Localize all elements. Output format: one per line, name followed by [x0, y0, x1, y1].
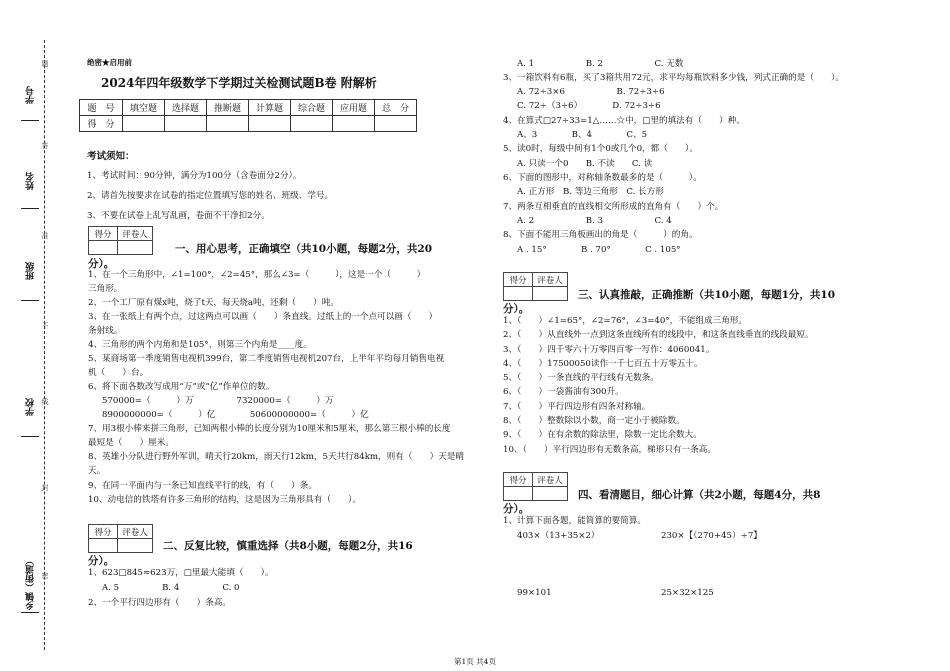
class-field[interactable]: [21, 300, 39, 301]
question-line: 4、在算式□27÷33=1△……☆中，□里的填法有（ ）种。: [503, 116, 745, 126]
binding-hint: 准: [41, 232, 49, 239]
score-table-header: 选择题: [165, 100, 207, 116]
question-line: A、3 B、4 C、5: [517, 130, 648, 140]
township-field[interactable]: [21, 612, 39, 613]
calc-intro: 1、计算下面各题，能简算的要简算。: [503, 516, 646, 526]
question-line: A. 2 B. 3 C. 4: [517, 216, 672, 226]
question-line: 1、在一个三角形中，∠1=100°，∠2=45°，那么∠3=（ ），这是一个（ ）: [88, 270, 426, 280]
grader-score-cell[interactable]: [89, 539, 118, 553]
score-table-header: 总 分: [375, 100, 417, 116]
question-line: 8、下面不能用三角板画出的角是（ ）的角。: [503, 230, 698, 240]
question-line: 最短是（ ）厘米。: [88, 438, 174, 448]
question-line: 机（ ）台。: [88, 368, 149, 378]
page-number: 第1页 共4页: [454, 657, 496, 666]
grader-score-label: 得分: [504, 273, 533, 287]
school-field[interactable]: [21, 436, 39, 437]
grader-score-cell[interactable]: [504, 487, 533, 501]
score-table: [79, 99, 417, 132]
grader-reviewer-cell[interactable]: [118, 241, 153, 255]
section2-title: 二、反复比较，慎重选择（共8小题，每题2分，共16: [163, 540, 413, 552]
grader-reviewer-label: 评卷人: [118, 525, 153, 539]
question-line: 三角形。: [88, 284, 123, 294]
question-line: 8、英雄小分队进行野外军训，晴天行20km，雨天行12km，5天共行84km，则有（ ）天是晴: [88, 452, 464, 462]
score-table-score-row: [80, 116, 417, 132]
question-line: A. 72÷3×6 B. 72÷3÷6: [517, 87, 665, 97]
question-line: 2、一个工厂原有煤x吨，烧了t天，每天烧a吨，还剩（ ）吨。: [88, 298, 339, 308]
score-cell[interactable]: [291, 116, 333, 132]
question-line: 5、读0时，每级中间有1个0或几个0，都（ ）。: [503, 144, 698, 154]
score-table-header: 题 号: [80, 100, 123, 116]
class-label: 班级: [26, 262, 36, 280]
question-line: 5、某商场第一季度销售电视机399台，第二季度销售电视机207台，上半年平均每月销售电视: [88, 354, 445, 364]
question-line: A. 只读一个0 B. 不读 C. 读: [517, 159, 653, 169]
question-line: 4、（ ）17500050读作一千七百五十万零五十。: [503, 359, 703, 369]
township-label: 乡镇（街道）: [26, 556, 36, 610]
score-row-label: 得 分: [80, 116, 123, 132]
score-table-header: 填空题: [123, 100, 165, 116]
student-id-label: 学号: [26, 86, 36, 104]
binding-hint: 线: [41, 398, 49, 405]
grader-reviewer-label: 评卷人: [118, 227, 153, 241]
name-label: 姓名: [26, 172, 36, 190]
calc-expression: 25×32×125: [661, 588, 714, 598]
grader-reviewer-cell[interactable]: [533, 287, 568, 301]
grader-box: [503, 472, 568, 501]
score-cell[interactable]: [249, 116, 291, 132]
score-table-header-row: [80, 100, 417, 116]
score-table-header: 推断题: [207, 100, 249, 116]
question-line: 2、（ ）从直线外一点到这条直线所有的线段中，和这条直线垂直的线段最短。: [503, 330, 814, 340]
calc-expression: 230×【（270+45）÷7】: [661, 531, 762, 541]
question-line: 6、（ ）一袋酱油有300升。: [503, 387, 624, 397]
question-line: 10、动电信的铁塔有许多三角形的结构，这是因为三角形具有（ ）。: [88, 495, 362, 505]
question-line: 8900000000=（ ）亿 50600000000=（ ）亿: [102, 410, 369, 420]
score-cell[interactable]: [375, 116, 417, 132]
section2-title-cont: 分）。: [88, 555, 115, 567]
student-id-field[interactable]: [21, 120, 39, 121]
notice-item: 3、不要在试卷上乱写乱画，卷面不干净扣2分。: [87, 211, 270, 221]
question-line: 3、在一张纸上有两个点，过这两点可以画（ ）条直线。过纸上的一个点可以画（ ）: [88, 312, 438, 322]
grader-box: [88, 226, 153, 255]
section4-title-cont: 分）。: [503, 503, 530, 515]
calc-expression: 403×（13+35×2）: [517, 531, 600, 541]
question-line: 3、一箱饮料有6瓶，买了3箱共用72元，求平均每瓶饮料多少钱，列式正确的是（ ）。: [503, 73, 845, 83]
question-line: C. 72÷（3÷6） D. 72÷3÷6: [517, 101, 661, 111]
score-table-header: 计算题: [249, 100, 291, 116]
grader-score-label: 得分: [89, 227, 118, 241]
binding-hint: 密: [41, 572, 49, 579]
notice-item: 2、请首先按要求在试卷的指定位置填写您的姓名、班级、学号。: [87, 191, 334, 201]
calc-expression: 99×101: [517, 588, 552, 598]
binding-dashed-line: [44, 40, 45, 650]
question-line: 7、用3根小棒来拼三角形，已知两根小棒的长度分别为10厘米和5厘米，那么第三根小棒的长度: [88, 424, 451, 434]
secret-mark: 绝密★启用前: [87, 58, 132, 67]
grader-reviewer-cell[interactable]: [533, 487, 568, 501]
name-field[interactable]: [21, 208, 39, 209]
question-line: A . 15° B . 70° C . 105°: [517, 245, 681, 255]
score-table-header: 应用题: [333, 100, 375, 116]
question-line: 7、（ ）平行四边形有四条对称轴。: [503, 402, 651, 412]
score-cell[interactable]: [165, 116, 207, 132]
grader-reviewer-cell[interactable]: [118, 539, 153, 553]
score-table-header: 综合题: [291, 100, 333, 116]
section1-title: 一、用心思考，正确填空（共10小题，每题2分，共20: [175, 243, 433, 255]
school-label: 学校: [26, 398, 36, 416]
question-line: 10、（ ）平行四边形有无数条高，梯形只有一条高。: [503, 445, 716, 455]
notice-title: 考试须知：: [87, 151, 135, 162]
section1-title-cont: 分）。: [88, 258, 115, 270]
question-line: 3、（ ）四千零六十万零四百零一写作：4060041。: [503, 345, 715, 355]
grader-score-label: 得分: [504, 473, 533, 487]
question-line: 4、三角形的两个内角和是105°，则第三个内角是____度。: [88, 340, 312, 350]
question-line: 570000=（ ）万 7320000=（ ）万: [102, 396, 334, 406]
grader-box: [503, 272, 568, 301]
score-cell[interactable]: [333, 116, 375, 132]
grader-box: [88, 524, 153, 553]
exam-title: 2024年四年级数学下学期过关检测试题B卷 附解析: [101, 76, 377, 90]
binding-hint: 题: [41, 60, 49, 67]
question-line: 天。: [88, 466, 106, 476]
question-line: A. 正方形 B. 等边三角形 C. 长方形: [517, 187, 664, 197]
question-line: 7、两条互相垂直的直线相交所形成的直角有（ ）个。: [503, 202, 724, 212]
section3-title-cont: 分）。: [503, 303, 530, 315]
section3-title: 三、认真推敲，正确推断（共10小题，每题1分，共10: [578, 289, 836, 301]
question-line: 5、（ ）一条直线的平行线有无数条。: [503, 373, 659, 383]
score-cell[interactable]: [207, 116, 249, 132]
grader-reviewer-label: 评卷人: [533, 273, 568, 287]
question-line: 条射线。: [88, 326, 123, 336]
question-line: 1、（ ）∠1=65°，∠2=76°，∠3=40°，不能组成三角形。: [503, 316, 747, 326]
binding-hint: 封: [41, 484, 49, 491]
question-line: A. 1 B. 2 C. 无数: [517, 59, 684, 69]
grader-score-label: 得分: [89, 525, 118, 539]
grader-reviewer-label: 评卷人: [533, 473, 568, 487]
notice-item: 1、考试时间：90分钟，满分为100分（含卷面分2分）。: [87, 171, 302, 181]
grader-score-cell[interactable]: [504, 287, 533, 301]
binding-hint: 不: [41, 322, 49, 329]
question-line: A. 5 B. 4 C. 0: [102, 583, 240, 593]
score-cell[interactable]: [123, 116, 165, 132]
question-line: 9、在同一平面内与一条已知直线平行的线，有（ ）条。: [88, 481, 317, 491]
question-line: 6、下面的图形中，对称轴条数最多的是（ ）。: [503, 173, 702, 183]
question-line: 9、（ ）在有余数的除法里，除数一定比余数大。: [503, 430, 702, 440]
binding-hint: 答: [41, 142, 49, 149]
question-line: 2、一个平行四边形有（ ）条高。: [88, 598, 231, 608]
grader-score-cell[interactable]: [89, 241, 118, 255]
question-line: 1、623□845≈623万，□里最大能填（ ）。: [88, 568, 274, 578]
question-line: 8、（ ）整数除以小数，商一定小于被除数。: [503, 416, 685, 426]
section4-title: 四、看清题目，细心计算（共2小题，每题4分，共8: [578, 489, 821, 501]
question-line: 6、将下面各数改写成用“万”或“亿”作单位的数。: [88, 382, 275, 392]
